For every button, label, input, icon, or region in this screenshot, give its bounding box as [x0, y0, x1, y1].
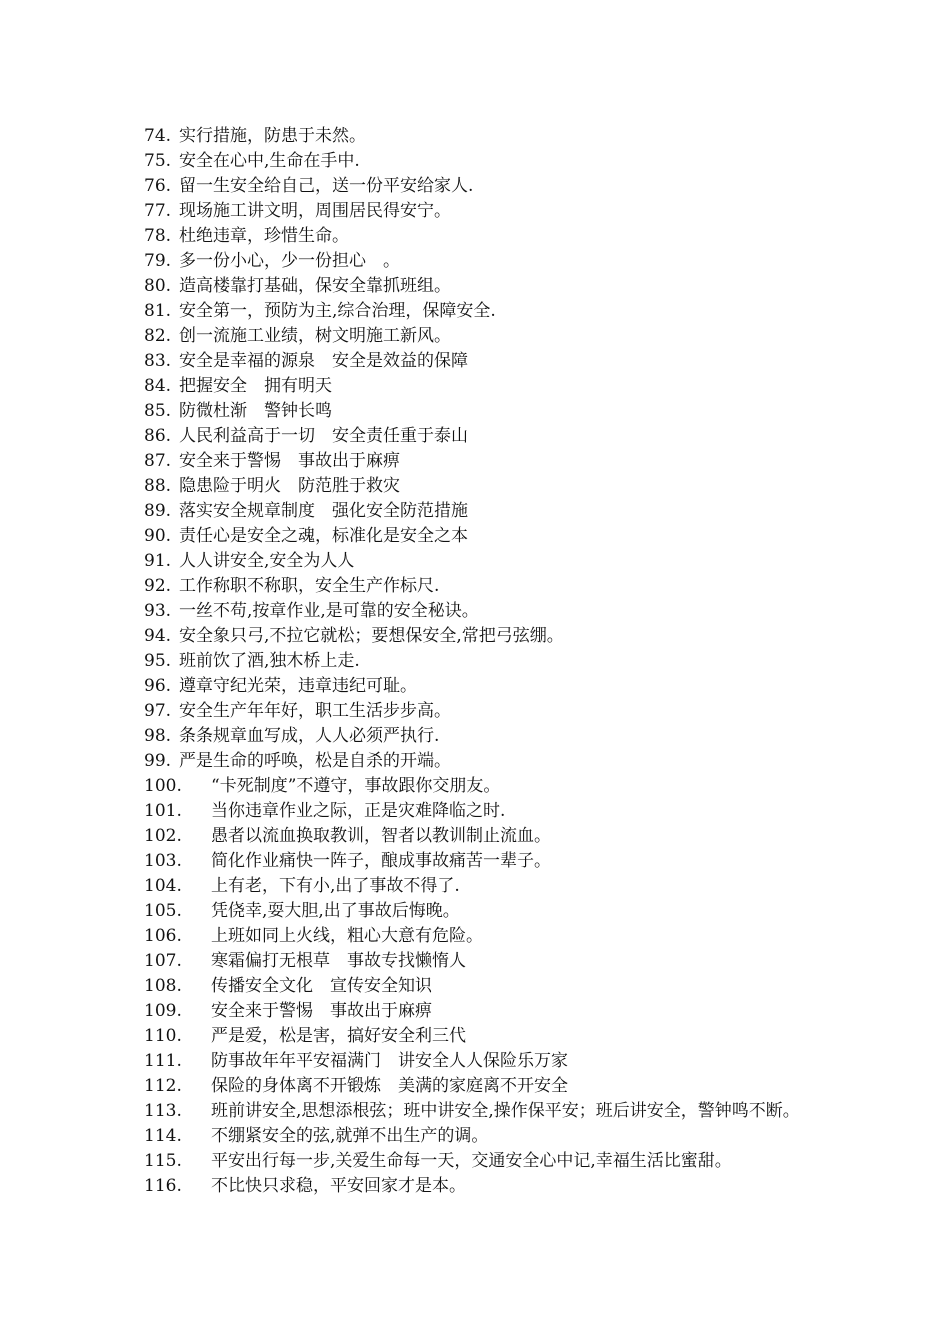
slogan-list [144, 124, 814, 1199]
list-item [144, 374, 814, 399]
list-item [144, 199, 814, 224]
item-number: 116. [144, 1176, 182, 1196]
item-number: 77. [144, 201, 172, 221]
item-text: 安全是幸福的源泉 安全是效益的保障 [179, 351, 468, 371]
item-text: 安全第一，预防为主,综合治理，保障安全. [179, 301, 496, 321]
item-number: 101. [144, 801, 182, 821]
list-item [144, 1074, 814, 1099]
list-item [144, 924, 814, 949]
item-text: 班前讲安全,思想添根弦；班中讲安全,操作保平安；班后讲安全，警钟鸣不断。 [211, 1101, 800, 1121]
item-number: 88. [144, 476, 172, 496]
item-number: 113. [144, 1101, 182, 1121]
item-number: 112. [144, 1076, 182, 1096]
list-item [144, 499, 814, 524]
list-item [144, 774, 814, 799]
item-number: 90. [144, 526, 172, 546]
item-number: 108. [144, 976, 182, 996]
item-number: 95. [144, 651, 172, 671]
item-number: 75. [144, 151, 172, 171]
list-item [144, 999, 814, 1024]
list-item [144, 549, 814, 574]
list-item [144, 399, 814, 424]
item-number: 93. [144, 601, 172, 621]
item-number: 102. [144, 826, 182, 846]
list-item [144, 874, 814, 899]
item-number: 98. [144, 726, 172, 746]
item-text: 安全生产年年好，职工生活步步高。 [179, 701, 451, 721]
item-text: 班前饮了酒,独木桥上走. [179, 651, 360, 671]
item-number: 109. [144, 1001, 182, 1021]
list-item [144, 424, 814, 449]
item-text: 上有老，下有小,出了事故不得了. [211, 876, 460, 896]
item-text: 安全象只弓,不拉它就松；要想保安全,常把弓弦绷。 [179, 626, 564, 646]
list-item [144, 1174, 814, 1199]
list-item [144, 799, 814, 824]
item-number: 86. [144, 426, 172, 446]
item-text: 愚者以流血换取教训，智者以教训制止流血。 [211, 826, 551, 846]
item-number: 94. [144, 626, 172, 646]
item-number: 104. [144, 876, 182, 896]
item-text: 落实安全规章制度 强化安全防范措施 [179, 501, 468, 521]
item-number: 100. [144, 776, 182, 796]
item-number: 97. [144, 701, 172, 721]
list-item [144, 449, 814, 474]
list-item [144, 174, 814, 199]
item-text: 留一生安全给自己，送一份平安给家人. [179, 176, 474, 196]
list-item [144, 474, 814, 499]
item-text: 工作称职不称职，安全生产作标尺. [179, 576, 440, 596]
item-number: 99. [144, 751, 172, 771]
list-item [144, 1099, 814, 1124]
item-text: 不绷紧安全的弦,就弹不出生产的调。 [211, 1126, 489, 1146]
item-text: 简化作业痛快一阵子，酿成事故痛苦一辈子。 [211, 851, 551, 871]
item-text: 多一份小心，少一份担心 。 [179, 251, 400, 271]
item-text: 寒霜偏打无根草 事故专找懒惰人 [211, 951, 466, 971]
item-text: 一丝不苟,按章作业,是可靠的安全秘诀。 [179, 601, 479, 621]
item-number: 80. [144, 276, 172, 296]
item-text: 安全来于警惕 事故出于麻痹 [179, 451, 400, 471]
item-number: 76. [144, 176, 172, 196]
list-item [144, 624, 814, 649]
list-item [144, 1024, 814, 1049]
item-number: 92. [144, 576, 172, 596]
list-item [144, 274, 814, 299]
item-number: 78. [144, 226, 172, 246]
list-item [144, 1149, 814, 1174]
item-text: 责任心是安全之魂，标准化是安全之本 [179, 526, 468, 546]
item-text: “卡死制度”不遵守，事故跟你交朋友。 [211, 776, 501, 796]
list-item [144, 349, 814, 374]
item-text: 凭侥幸,耍大胆,出了事故后悔晚。 [211, 901, 460, 921]
item-text: 现场施工讲文明，周围居民得安宁。 [179, 201, 451, 221]
item-number: 107. [144, 951, 182, 971]
list-item [144, 324, 814, 349]
item-number: 89. [144, 501, 172, 521]
list-item [144, 524, 814, 549]
item-text: 把握安全 拥有明天 [179, 376, 332, 396]
item-text: 条条规章血写成，人人必须严执行. [179, 726, 440, 746]
item-text: 人民利益高于一切 安全责任重于泰山 [179, 426, 468, 446]
item-text: 平安出行每一步,关爱生命每一天，交通安全心中记,幸福生活比蜜甜。 [211, 1151, 732, 1171]
item-number: 105. [144, 901, 182, 921]
item-text: 遵章守纪光荣，违章违纪可耻。 [179, 676, 417, 696]
list-item [144, 1124, 814, 1149]
list-item [144, 649, 814, 674]
item-number: 106. [144, 926, 182, 946]
list-item [144, 574, 814, 599]
item-number: 84. [144, 376, 172, 396]
item-number: 103. [144, 851, 182, 871]
item-text: 安全来于警惕 事故出于麻痹 [211, 1001, 432, 1021]
item-text: 严是生命的呼唤，松是自杀的开端。 [179, 751, 451, 771]
item-text: 安全在心中,生命在手中. [179, 151, 360, 171]
item-number: 111. [144, 1051, 182, 1071]
item-text: 实行措施，防患于未然。 [179, 126, 366, 146]
item-number: 87. [144, 451, 172, 471]
list-item [144, 1049, 814, 1074]
list-item [144, 599, 814, 624]
item-number: 79. [144, 251, 172, 271]
item-number: 115. [144, 1151, 182, 1171]
item-text: 防事故年年平安福满门 讲安全人人保险乐万家 [211, 1051, 568, 1071]
item-number: 74. [144, 126, 172, 146]
list-item [144, 674, 814, 699]
item-text: 不比快只求稳，平安回家才是本。 [211, 1176, 466, 1196]
item-number: 96. [144, 676, 172, 696]
list-item [144, 699, 814, 724]
item-text: 造高楼靠打基础，保安全靠抓班组。 [179, 276, 451, 296]
item-number: 83. [144, 351, 172, 371]
list-item [144, 224, 814, 249]
list-item [144, 949, 814, 974]
item-text: 杜绝违章，珍惜生命。 [179, 226, 349, 246]
item-number: 81. [144, 301, 172, 321]
item-text: 人人讲安全,安全为人人 [179, 551, 355, 571]
list-item [144, 899, 814, 924]
item-text: 当你违章作业之际，正是灾难降临之时. [211, 801, 506, 821]
item-text: 创一流施工业绩，树文明施工新风。 [179, 326, 451, 346]
list-item [144, 299, 814, 324]
item-text: 隐患险于明火 防范胜于救灾 [179, 476, 400, 496]
item-text: 保险的身体离不开锻炼 美满的家庭离不开安全 [211, 1076, 568, 1096]
item-number: 82. [144, 326, 172, 346]
item-number: 85. [144, 401, 172, 421]
item-number: 110. [144, 1026, 182, 1046]
item-text: 上班如同上火线，粗心大意有危险。 [211, 926, 483, 946]
list-item [144, 724, 814, 749]
list-item [144, 149, 814, 174]
list-item [144, 824, 814, 849]
list-item [144, 124, 814, 149]
item-number: 91. [144, 551, 172, 571]
list-item [144, 249, 814, 274]
item-number: 114. [144, 1126, 182, 1146]
item-text: 严是爱，松是害，搞好安全利三代 [211, 1026, 466, 1046]
item-text: 传播安全文化 宣传安全知识 [211, 976, 432, 996]
list-item [144, 849, 814, 874]
list-item [144, 974, 814, 999]
list-item [144, 749, 814, 774]
item-text: 防微杜渐 警钟长鸣 [179, 401, 332, 421]
